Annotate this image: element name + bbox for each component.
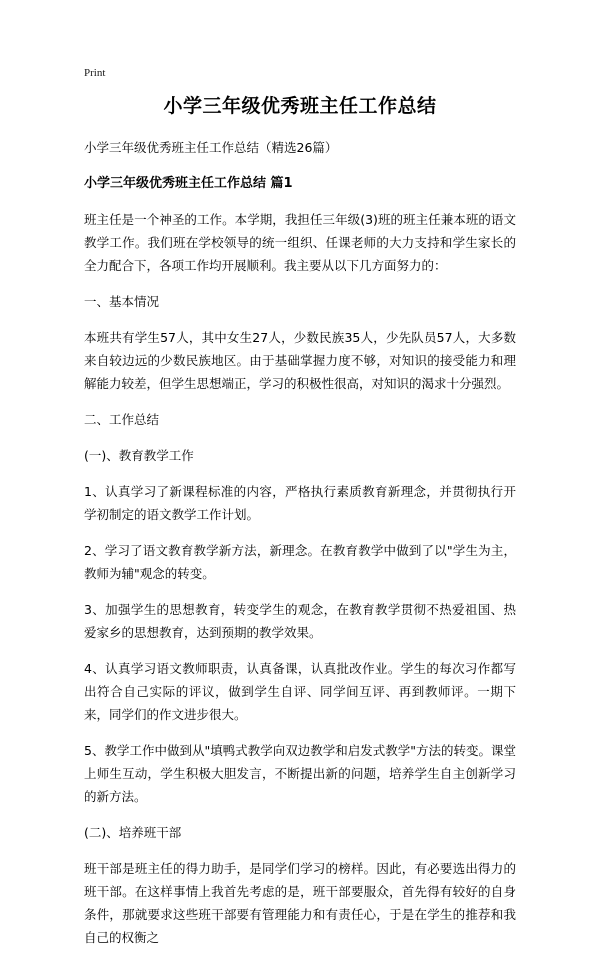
document-subtitle: 小学三年级优秀班主任工作总结（精选26篇） (84, 140, 338, 155)
print-button[interactable]: Print (84, 67, 106, 79)
section-heading: 小学三年级优秀班主任工作总结 篇1 (84, 176, 293, 191)
paragraph: 5、教学工作中做到从"填鸭式教学向双边教学和启发式教学"方法的转变。课堂上师生互动，学生积极大胆发言，不断提出新的问题，培养学生自主创新学习的新方法。 (84, 743, 516, 804)
paragraph: (一)、教育教学工作 (84, 448, 194, 463)
paragraph: 本班共有学生57人，其中女生27人，少数民族35人，少先队员57人，大多数来自较边远的少数民族地区。由于基础掌握力度不够，对知识的接受能力和理解能力较差，但学生思想端正，学习的积极性很高，对知识的渴求十分强烈。 (84, 330, 516, 391)
page-title: 小学三年级优秀班主任工作总结 (163, 95, 437, 117)
paragraph: 班干部是班主任的得力助手，是同学们学习的榜样。因此，有必要选出得力的班干部。在这样事情上我首先考虑的是，班干部要服众，首先得有较好的自身条件，那就要求这些班干部要有管理能力和有责任心，于是在学生的推荐和我自己的权衡之 (84, 861, 516, 945)
paragraph: 一、基本情况 (84, 294, 160, 309)
paragraph: 1、认真学习了新课程标准的内容，严格执行素质教育新理念，并贯彻执行开学初制定的语文教学工作计划。 (84, 484, 516, 522)
paragraph: 2、学习了语文教育教学新方法，新理念。在教育教学中做到了以"学生为主，教师为辅"观念的转变。 (84, 543, 516, 581)
paragraph: (二)、培养班干部 (84, 825, 182, 840)
paragraph: 二、工作总结 (84, 412, 160, 427)
document-body (84, 92, 516, 962)
paragraph: 班主任是一个神圣的工作。本学期，我担任三年级(3)班的班主任兼本班的语文教学工作。我们班在学校领导的统一组织、任课老师的大力支持和学生家长的全力配合下，各项工作均开展顺利。我主要从以下几方面努力的： (84, 212, 516, 273)
paragraph: 3、加强学生的思想教育，转变学生的观念，在教育教学贯彻不热爱祖国、热爱家乡的思想教育，达到预期的教学效果。 (84, 602, 516, 640)
paragraph: 4、认真学习语文教师职责，认真备课，认真批改作业。学生的每次习作都写出符合自己实际的评议，做到学生自评、同学间互评、再到教师评。一期下来，同学们的作文进步很大。 (84, 661, 516, 722)
